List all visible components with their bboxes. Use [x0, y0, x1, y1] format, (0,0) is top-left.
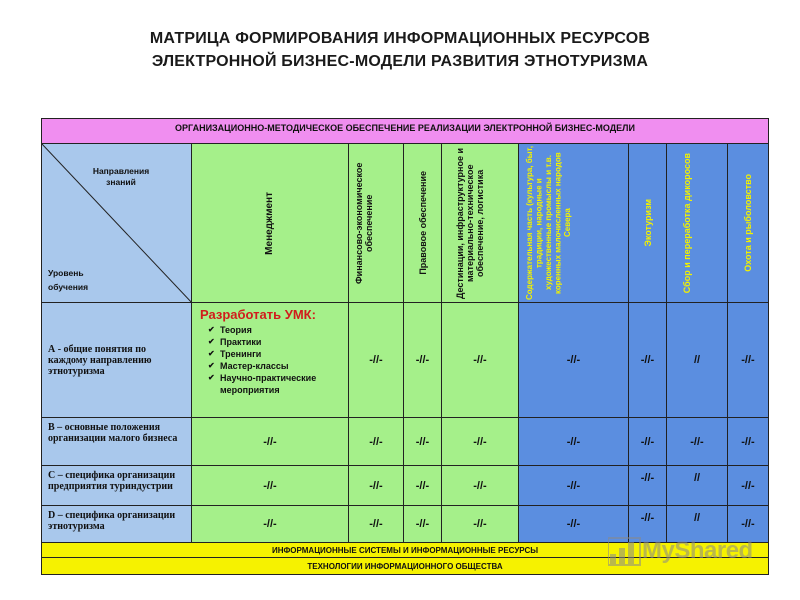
umk-item: ✔ Теория: [208, 324, 348, 336]
page-title-line2: ЭЛЕКТРОННОЙ БИЗНЕС-МОДЕЛИ РАЗВИТИЯ ЭТНОТУРИЗМА: [151, 53, 649, 70]
col-header-8: Охота и рыболовство: [727, 143, 769, 303]
cell-a-2: -//-: [348, 302, 404, 418]
cell-a-3: -//-: [403, 302, 442, 418]
cell-d-5: -//-: [518, 505, 629, 543]
cell-b-7: -//-: [666, 417, 728, 466]
cell-d-1: -//-: [191, 505, 349, 543]
col-header-3: Правовое обеспечение: [403, 143, 442, 303]
corner-top-label: Направления знаний: [92, 166, 150, 187]
col-header-4: Дестинации, инфраструктурное и материально-техническое обеспечение, логистика: [441, 143, 519, 303]
cell-d-7: //: [666, 505, 728, 543]
cell-d-2: -//-: [348, 505, 404, 543]
cell-c-1: -//-: [191, 465, 349, 506]
cell-a-4: -//-: [441, 302, 519, 418]
bottom-banner-2: ТЕХНОЛОГИИ ИНФОРМАЦИОННОГО ОБЩЕСТВА: [41, 557, 769, 575]
col-header-1: Менеджмент: [191, 143, 349, 303]
row-label-a: А - общие понятия по каждому направлению этнотуризма: [41, 302, 192, 418]
row-label-c: С – специфика организации предприятия туриндустрии: [41, 465, 192, 506]
cell-b-6: -//-: [628, 417, 667, 466]
umk-item: ✔ Научно-практические мероприятия: [208, 372, 348, 396]
umk-item: ✔ Мастер-классы: [208, 360, 348, 372]
col-header-5: Содержательная часть (культура, быт, традиции, народные и художественные промыслы и т.в. коренных малочисленных народов Севера: [518, 143, 629, 303]
cell-b-8: -//-: [727, 417, 769, 466]
chart-icon: [608, 536, 642, 566]
cell-c-2: -//-: [348, 465, 404, 506]
cell-c-5: -//-: [518, 465, 629, 506]
umk-title: Разработать УМК:: [200, 307, 316, 322]
row-label-d: D – специфика организации этнотуризма: [41, 505, 192, 543]
cell-c-4: -//-: [441, 465, 519, 506]
col-header-7: Сбор и переработка дикоросов: [666, 143, 728, 303]
cell-c-8: -//-: [727, 465, 769, 506]
cell-b-2: -//-: [348, 417, 404, 466]
corner-cell: [41, 143, 192, 303]
corner-bottom-label: Уровень обучения: [48, 268, 89, 292]
cell-c-3: -//-: [403, 465, 442, 506]
cell-d-3: -//-: [403, 505, 442, 543]
cell-d-4: -//-: [441, 505, 519, 543]
top-banner: ОРГАНИЗАЦИОННО-МЕТОДИЧЕСКОЕ ОБЕСПЕЧЕНИЕ РЕАЛИЗАЦИИ ЭЛЕКТРОННОЙ БИЗНЕС-МОДЕЛИ: [41, 118, 769, 144]
cell-d-6: -//-: [628, 505, 667, 543]
cell-d-8: -//-: [727, 505, 769, 543]
cell-b-3: -//-: [403, 417, 442, 466]
umk-item: ✔ Практики: [208, 336, 348, 348]
umk-cell: [191, 302, 349, 418]
cell-a-7: //: [666, 302, 728, 418]
cell-b-1: -//-: [191, 417, 349, 466]
cell-b-4: -//-: [441, 417, 519, 466]
col-header-6: Экотуризм: [628, 143, 667, 303]
page-title-line1: МАТРИЦА ФОРМИРОВАНИЯ ИНФОРМАЦИОННЫХ РЕСУРСОВ: [149, 30, 651, 47]
cell-a-5: -//-: [518, 302, 629, 418]
cell-a-6: -//-: [628, 302, 667, 418]
cell-c-7: //: [666, 465, 728, 506]
row-label-b: В – основные положения организации малого бизнеса: [41, 417, 192, 466]
bottom-banner-1: ИНФОРМАЦИОННЫЕ СИСТЕМЫ И ИНФОРМАЦИОННЫЕ РЕСУРСЫ: [41, 542, 769, 558]
umk-list: [192, 324, 348, 396]
cell-c-6: -//-: [628, 465, 667, 506]
umk-item: ✔ Тренинги: [208, 348, 348, 360]
cell-a-8: -//-: [727, 302, 769, 418]
watermark-text: MyShared: [642, 537, 753, 564]
col-header-2: Финансово-экономическое обеспечение: [348, 143, 404, 303]
cell-b-5: -//-: [518, 417, 629, 466]
watermark: [608, 536, 753, 566]
